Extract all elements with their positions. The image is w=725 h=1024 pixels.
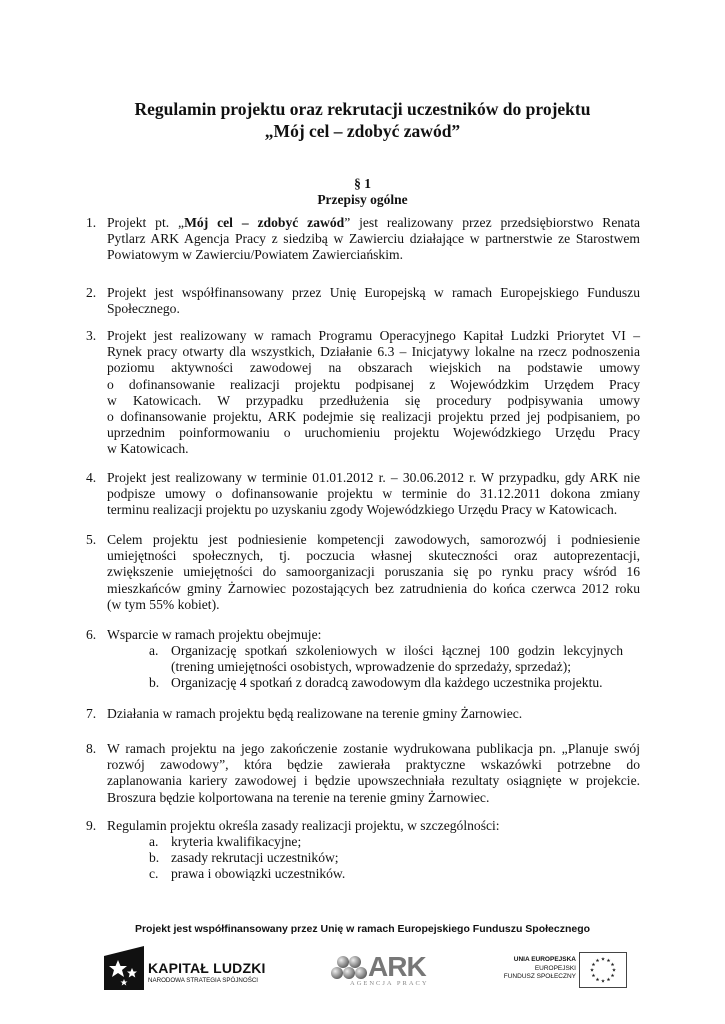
section-number: § 1 bbox=[354, 176, 371, 191]
kapital-ludzki-emblem-icon bbox=[104, 946, 144, 990]
sub-list-text bbox=[171, 643, 623, 675]
sub-list-text: Organizację 4 spotkań z doradcą zawodowym dla każdego uczestnika projektu. bbox=[171, 675, 603, 690]
text-line: Celem projektu jest podniesienie kompetencji zawodowych, samorozwój i podniesienie bbox=[107, 532, 640, 547]
text-line: Wsparcie w ramach projektu obejmuje: bbox=[107, 627, 322, 642]
text-line: Regulamin projektu określa zasady realizacji projektu, w szczególności: bbox=[107, 818, 500, 833]
eu-star bbox=[592, 974, 596, 978]
list-item-text bbox=[107, 706, 640, 722]
eu-star bbox=[596, 978, 600, 982]
kapital-ludzki-name: KAPITAŁ LUDZKI bbox=[148, 960, 266, 976]
text-line: Pytlarz ARK Agencja Pracy z siedzibą w Zawierciu działające w partnerstwie ze Starostwem bbox=[107, 231, 640, 247]
sub-list-text: zasady rekrutacji uczestników; bbox=[171, 850, 339, 865]
sub-list-letter: c. bbox=[149, 866, 159, 881]
list-item-text bbox=[107, 285, 640, 317]
list-item-text bbox=[107, 328, 640, 458]
eu-logo-line-1: UNIA EUROPEJSKA bbox=[513, 956, 576, 963]
list-item-number: 8. bbox=[86, 741, 97, 756]
list-item-number: 4. bbox=[86, 470, 97, 485]
ark-name: ARK bbox=[368, 951, 426, 982]
eu-logo-line-2: EUROPEJSKI bbox=[534, 965, 576, 972]
list-item-text bbox=[107, 215, 640, 264]
list-item-text bbox=[107, 532, 640, 613]
list-item-text bbox=[107, 741, 640, 806]
text-line: Projekt jest realizowany w ramach Programu Operacyjnego Kapitał Ludzki Priorytet VI – bbox=[107, 328, 640, 343]
eu-star bbox=[607, 978, 611, 982]
text-line: poziomu aktywności zawodowej na obszarach wiejskich na podstawie umowy bbox=[107, 360, 640, 376]
sub-list-letter: a. bbox=[149, 834, 159, 849]
ark-subtitle: AGENCJA PRACY bbox=[350, 980, 429, 987]
list-item-number: 3. bbox=[86, 328, 97, 343]
eu-star bbox=[590, 968, 594, 972]
text-line: Rynek pracy otwarty dla wszystkich, Działanie 6.3 – Inicjatywy lokalne na rzecz podnoszenia bbox=[107, 344, 640, 360]
text-line: Projekt jest współfinansowany przez Unię Europejską w ramach Europejskiego Funduszu bbox=[107, 285, 640, 300]
sub-list-letter: b. bbox=[149, 675, 160, 690]
text-line: Działania w ramach projektu będą realizowane na terenie gminy Żarnowiec. bbox=[107, 706, 523, 721]
eu-star bbox=[601, 979, 605, 983]
list-item-number: 9. bbox=[86, 818, 97, 833]
list-item-number: 5. bbox=[86, 532, 97, 547]
list-item-number: 6. bbox=[86, 627, 97, 642]
eu-star bbox=[596, 958, 600, 962]
sub-list-text: prawa i obowiązki uczestników. bbox=[171, 866, 346, 881]
text-line: zaplanowania kariery zawodowej i będzie upowszechniała rezultaty osiągnięte w projekcie. bbox=[107, 773, 640, 789]
eu-star bbox=[607, 958, 611, 962]
text-line: Powiatowym w Zawierciu/Powiatem Zawierciańskim. bbox=[107, 247, 403, 263]
eu-star bbox=[612, 968, 616, 972]
list-item-number: 7. bbox=[86, 706, 97, 721]
list-item-text bbox=[107, 818, 640, 834]
list-item-number: 1. bbox=[86, 215, 97, 230]
kapital-ludzki-logo bbox=[104, 946, 264, 990]
ark-spheres-icon bbox=[330, 955, 368, 981]
text-line: mieszkańców gminy Żarnowiec pozostających bez zatrudnienia do końca czerwca 2012 roku bbox=[107, 580, 640, 596]
ark-logo bbox=[330, 951, 430, 991]
section-heading: Przepisy ogólne bbox=[317, 192, 408, 207]
sub-list-text: kryteria kwalifikacyjne; bbox=[171, 834, 302, 849]
text-line: w Katowicach. bbox=[107, 441, 189, 457]
eu-logo bbox=[497, 952, 627, 988]
eu-star bbox=[592, 963, 596, 967]
text-line: (trening umiejętności osobistych, wprowadzenie do sprzedaży, sprzedaż); bbox=[171, 659, 571, 675]
text-line: uprzednim poinformowaniu o uruchomieniu projektu Wojewódzkiego Urzędu Pracy bbox=[107, 425, 640, 441]
kapital-ludzki-subtitle: NARODOWA STRATEGIA SPÓJNOŚCI bbox=[148, 977, 259, 984]
text-line: o dofinansowanie projektu, ARK podejmie się realizacji projektu przed jej podpisaniem, po bbox=[107, 408, 640, 424]
text-line: rozwój zawodowy”, która będzie zawierała praktyczne wskazówki potrzebne do bbox=[107, 757, 640, 773]
sub-list-letter: a. bbox=[149, 643, 159, 658]
text-line: o dofinansowanie realizacji projektu podpisanej z Wojewódzkim Urzędem Pracy bbox=[107, 376, 640, 392]
eu-star bbox=[601, 957, 605, 961]
document-title-line-2: „Mój cel – zdobyć zawód” bbox=[264, 121, 461, 141]
text-line: Projekt jest realizowany w terminie 01.01.2012 r. – 30.06.2012 r. W przypadku, gdy ARK nie bbox=[107, 470, 640, 485]
list-item-text bbox=[107, 470, 640, 519]
list-item-text bbox=[107, 627, 640, 643]
list-item-number: 2. bbox=[86, 285, 97, 300]
text-line: Broszura będzie kolportowana na terenie na terenie gminy Żarnowiec. bbox=[107, 789, 490, 805]
sub-list-letter: b. bbox=[149, 850, 160, 865]
text-line: podpisze umowy o dofinansowanie projektu w terminie do 31.12.2011 dokona zmiany bbox=[107, 486, 640, 502]
text-line: umiejętności społecznych, tj. poczucia własnej skuteczności oraz autoprezentacji, bbox=[107, 548, 640, 564]
text-line: w Katowicach. W przypadku przedłużenia się procedury podpisywania umowy bbox=[107, 392, 640, 408]
eu-star bbox=[611, 974, 615, 978]
footer-cofinancing-note: Projekt jest współfinansowany przez Unię w ramach Europejskiego Funduszu Społecznego bbox=[134, 923, 591, 935]
text-line bbox=[107, 215, 640, 231]
item1-line1-rich: Projekt pt. „Mój cel – zdobyć zawód” jest realizowany przez przedsiębiorstwo Renata bbox=[107, 215, 641, 230]
eu-logo-line-3: FUNDUSZ SPOŁECZNY bbox=[503, 973, 576, 980]
text-line: Organizację spotkań szkoleniowych w ilości łącznej 100 godzin lekcyjnych bbox=[171, 643, 623, 658]
text-line: (w tym 55% kobiet). bbox=[107, 596, 220, 612]
eu-star bbox=[611, 963, 615, 967]
eu-flag-icon bbox=[579, 952, 627, 988]
text-line: terminu realizacji projektu po uzyskaniu zgody Wojewódzkiego Urzędu Pracy w Katowicach. bbox=[107, 502, 618, 518]
document-title-line-1: Regulamin projektu oraz rekrutacji uczestników do projektu bbox=[134, 99, 591, 119]
text-line: W ramach projektu na jego zakończenie zostanie wydrukowana publikacja pn. „Planuje swój bbox=[107, 741, 640, 756]
project-name-emphasis: Mój cel – zdobyć zawód bbox=[184, 215, 345, 230]
text-line: zwiększenie umiejętności do samoorganizacji poruszania się po rynku pracy wśród 16 bbox=[107, 564, 640, 580]
text-line: Społecznego. bbox=[107, 301, 180, 317]
